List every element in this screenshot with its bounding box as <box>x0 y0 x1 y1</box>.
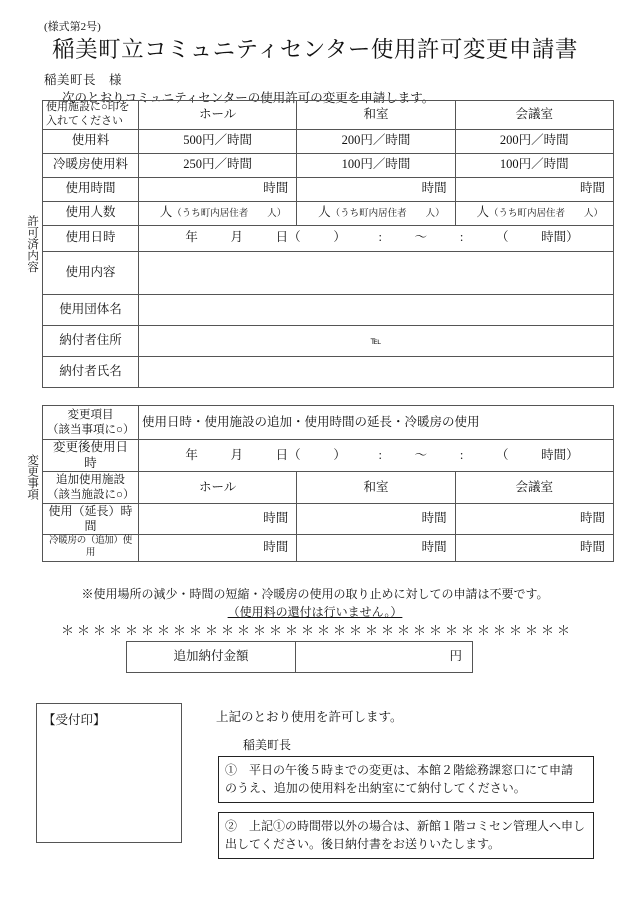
row-label-hvac-fee: 冷暖房使用料 <box>43 153 139 177</box>
usage-hours-meeting-input[interactable]: 時間 <box>455 177 613 201</box>
changed-datetime-input[interactable] <box>139 440 614 472</box>
separator-asterisks: ＊＊＊＊＊＊＊＊＊＊＊＊＊＊＊＊＊＊＊＊＊＊＊＊＊＊＊＊＊＊＊＊ <box>60 623 573 638</box>
dt-paren-open: （ <box>495 230 509 245</box>
lead-text: 次のとおりコミュニティセンターの使用許可の変更を申請します。 <box>62 91 435 105</box>
added-facility-label-line2: （該当施設に○） <box>47 488 135 501</box>
added-facility-hall[interactable]: ホール <box>139 472 297 504</box>
instruction-box-1: ① 平日の午後５時までの変更は、本館２階総務課窓口にて申請 のうえ、追加の使用料を出納室にて納付してください。 <box>218 756 594 803</box>
dt-year: 年 <box>185 447 198 462</box>
row-label-people-count: 使用人数 <box>43 201 139 225</box>
dt-tilde: 〜 <box>414 447 428 462</box>
change-item-options[interactable]: 使用日時・使用施設の追加・使用時間の延長・冷暖房の使用 <box>139 406 614 440</box>
row-label-added-facility <box>43 472 139 504</box>
hvac-hours-hall-input[interactable]: 時間 <box>139 535 297 562</box>
payer-address-input[interactable] <box>139 325 614 356</box>
form-number: (様式第2号) <box>44 21 101 33</box>
people-count-washitsu-text <box>301 205 450 221</box>
note-line-2-underlined: （使用料の還付は行いません。） <box>227 605 403 619</box>
table-row-payer-address <box>43 325 614 356</box>
hvac-fee-washitsu: 100円／時間 <box>297 153 455 177</box>
facility-instruction-cell <box>43 101 139 130</box>
table-row-usage-content <box>43 251 614 294</box>
section-label-changes: 変更事項 <box>26 454 39 500</box>
additional-payment-input[interactable]: 円 <box>296 642 473 673</box>
facility-col-hall[interactable] <box>139 101 297 130</box>
facility-label: 和室 <box>363 106 389 121</box>
note-line-1: ※使用場所の減少・時間の短縮・冷暖房の使用の取り止めに対しての申請は不要です。 <box>81 587 549 601</box>
facility-instruction-text: 使用施設に○印を入れてください <box>46 101 130 127</box>
payer-name-input[interactable] <box>139 356 614 387</box>
usage-hours-washitsu-input[interactable]: 時間 <box>297 177 455 201</box>
people-sub: （うち町内居住者 人） <box>330 209 445 220</box>
usage-content-input[interactable] <box>139 251 614 294</box>
row-label-payer-name: 納付者氏名 <box>43 356 139 387</box>
row-label-change-item <box>43 406 139 440</box>
usage-datetime-input[interactable] <box>139 225 614 251</box>
table-row-additional-payment <box>127 642 473 673</box>
section-label-permitted: 許可済内容 <box>26 215 39 273</box>
people-count-washitsu-input[interactable] <box>297 201 455 225</box>
table-row-group-name <box>43 294 614 325</box>
dt-colon-start: : <box>378 230 382 245</box>
extended-hours-hall-input[interactable]: 時間 <box>139 504 297 535</box>
table-row-usage-fee <box>43 129 614 153</box>
row-label-changed-datetime: 変更後使用日時 <box>43 440 139 472</box>
extended-hours-washitsu-input[interactable]: 時間 <box>297 504 455 535</box>
people-unit: 人 <box>159 205 173 220</box>
dt-day-open: 日（ <box>275 447 301 462</box>
additional-payment-table <box>126 641 473 673</box>
note-line-2 <box>0 603 630 620</box>
people-sub: （うち町内居住者 人） <box>172 209 287 220</box>
dt-hours-close: 時間） <box>541 230 579 245</box>
change-items-table <box>42 405 614 562</box>
permitted-content-table <box>42 100 614 388</box>
dt-paren-open: （ <box>495 447 509 462</box>
hvac-hours-washitsu-input[interactable]: 時間 <box>297 535 455 562</box>
row-label-group-name: 使用団体名 <box>43 294 139 325</box>
permission-statement: 上記のとおり使用を許可します。 <box>216 710 403 724</box>
addressee: 稲美町長 様 <box>44 73 123 87</box>
dt-day-close: ） <box>333 447 346 462</box>
row-label-usage-datetime: 使用日時 <box>43 225 139 251</box>
facility-col-washitsu[interactable] <box>297 101 455 130</box>
hvac-fee-meeting: 100円／時間 <box>455 153 613 177</box>
receipt-stamp-label: 【受付印】 <box>43 713 106 727</box>
extended-hours-meeting-input[interactable]: 時間 <box>455 504 613 535</box>
added-facility-meeting[interactable]: 会議室 <box>455 472 613 504</box>
facility-label: 会議室 <box>515 106 554 121</box>
usage-fee-meeting: 200円／時間 <box>455 129 613 153</box>
people-sub: （うち町内居住者 人） <box>488 209 603 220</box>
table-row-usage-hours <box>43 177 614 201</box>
row-label-usage-hours: 使用時間 <box>43 177 139 201</box>
mayor-signature-line: 稲美町長 <box>243 738 292 752</box>
changed-datetime-parts <box>143 448 609 464</box>
dt-day-open: 日（ <box>275 230 301 245</box>
people-count-hall-input[interactable] <box>139 201 297 225</box>
group-name-input[interactable] <box>139 294 614 325</box>
people-unit: 人 <box>318 205 331 220</box>
dt-colon-end: : <box>459 230 464 245</box>
table-row-payer-name <box>43 356 614 387</box>
dt-month: 月 <box>230 230 244 245</box>
dt-month: 月 <box>230 447 244 462</box>
dt-colon-start: : <box>378 447 382 462</box>
table-row-change-item <box>43 406 614 440</box>
people-count-hall-text <box>143 205 292 221</box>
hvac-hours-meeting-input[interactable]: 時間 <box>455 535 613 562</box>
dt-tilde: 〜 <box>414 230 428 245</box>
telephone-icon: ℡ <box>370 335 382 347</box>
usage-fee-washitsu: 200円／時間 <box>297 129 455 153</box>
additional-payment-label: 追加納付金額 <box>127 642 296 673</box>
dt-year: 年 <box>185 230 198 245</box>
usage-fee-hall: 500円／時間 <box>139 129 297 153</box>
row-label-payer-address: 納付者住所 <box>43 325 139 356</box>
facility-col-meeting[interactable] <box>455 101 613 130</box>
receipt-stamp-box <box>36 703 182 843</box>
table-row-usage-datetime <box>43 225 614 251</box>
instruction-box-2: ② 上記①の時間帯以外の場合は、新館１階コミセン管理人へ申し出してください。後日納付書をお送りいたします。 <box>218 812 594 859</box>
table-row-changed-datetime <box>43 440 614 472</box>
people-count-meeting-input[interactable] <box>455 201 613 225</box>
change-item-label-line2: （該当事項に○） <box>47 423 135 436</box>
added-facility-washitsu[interactable]: 和室 <box>297 472 455 504</box>
usage-datetime-parts <box>143 230 609 246</box>
table-row-hvac-added-hours <box>43 535 614 562</box>
dt-colon-end: : <box>459 447 464 462</box>
facility-label: ホール <box>199 106 237 121</box>
page-title: 稲美町立コミュニティセンター使用許可変更申請書 <box>52 37 578 62</box>
table-row-extended-hours <box>43 504 614 535</box>
people-count-meeting-text <box>460 205 609 221</box>
change-item-label-line1: 変更項目 <box>67 409 114 422</box>
dt-hours-close: 時間） <box>541 447 579 462</box>
table-row-hvac-fee <box>43 153 614 177</box>
table-row-added-facility <box>43 472 614 504</box>
table-row-people-count <box>43 201 614 225</box>
usage-hours-hall-input[interactable]: 時間 <box>139 177 297 201</box>
row-label-usage-fee: 使用料 <box>43 129 139 153</box>
row-label-usage-content: 使用内容 <box>43 251 139 294</box>
people-unit: 人 <box>476 205 489 220</box>
row-label-extended-hours: 使用（延長）時間 <box>43 504 139 535</box>
table-row-facility-header <box>43 101 614 130</box>
added-facility-label-line1: 追加使用施設 <box>56 474 125 487</box>
dt-day-close: ） <box>333 230 346 245</box>
row-label-hvac-added-hours: 冷暖房の（追加）使用 <box>43 535 139 562</box>
hvac-fee-hall: 250円／時間 <box>139 153 297 177</box>
